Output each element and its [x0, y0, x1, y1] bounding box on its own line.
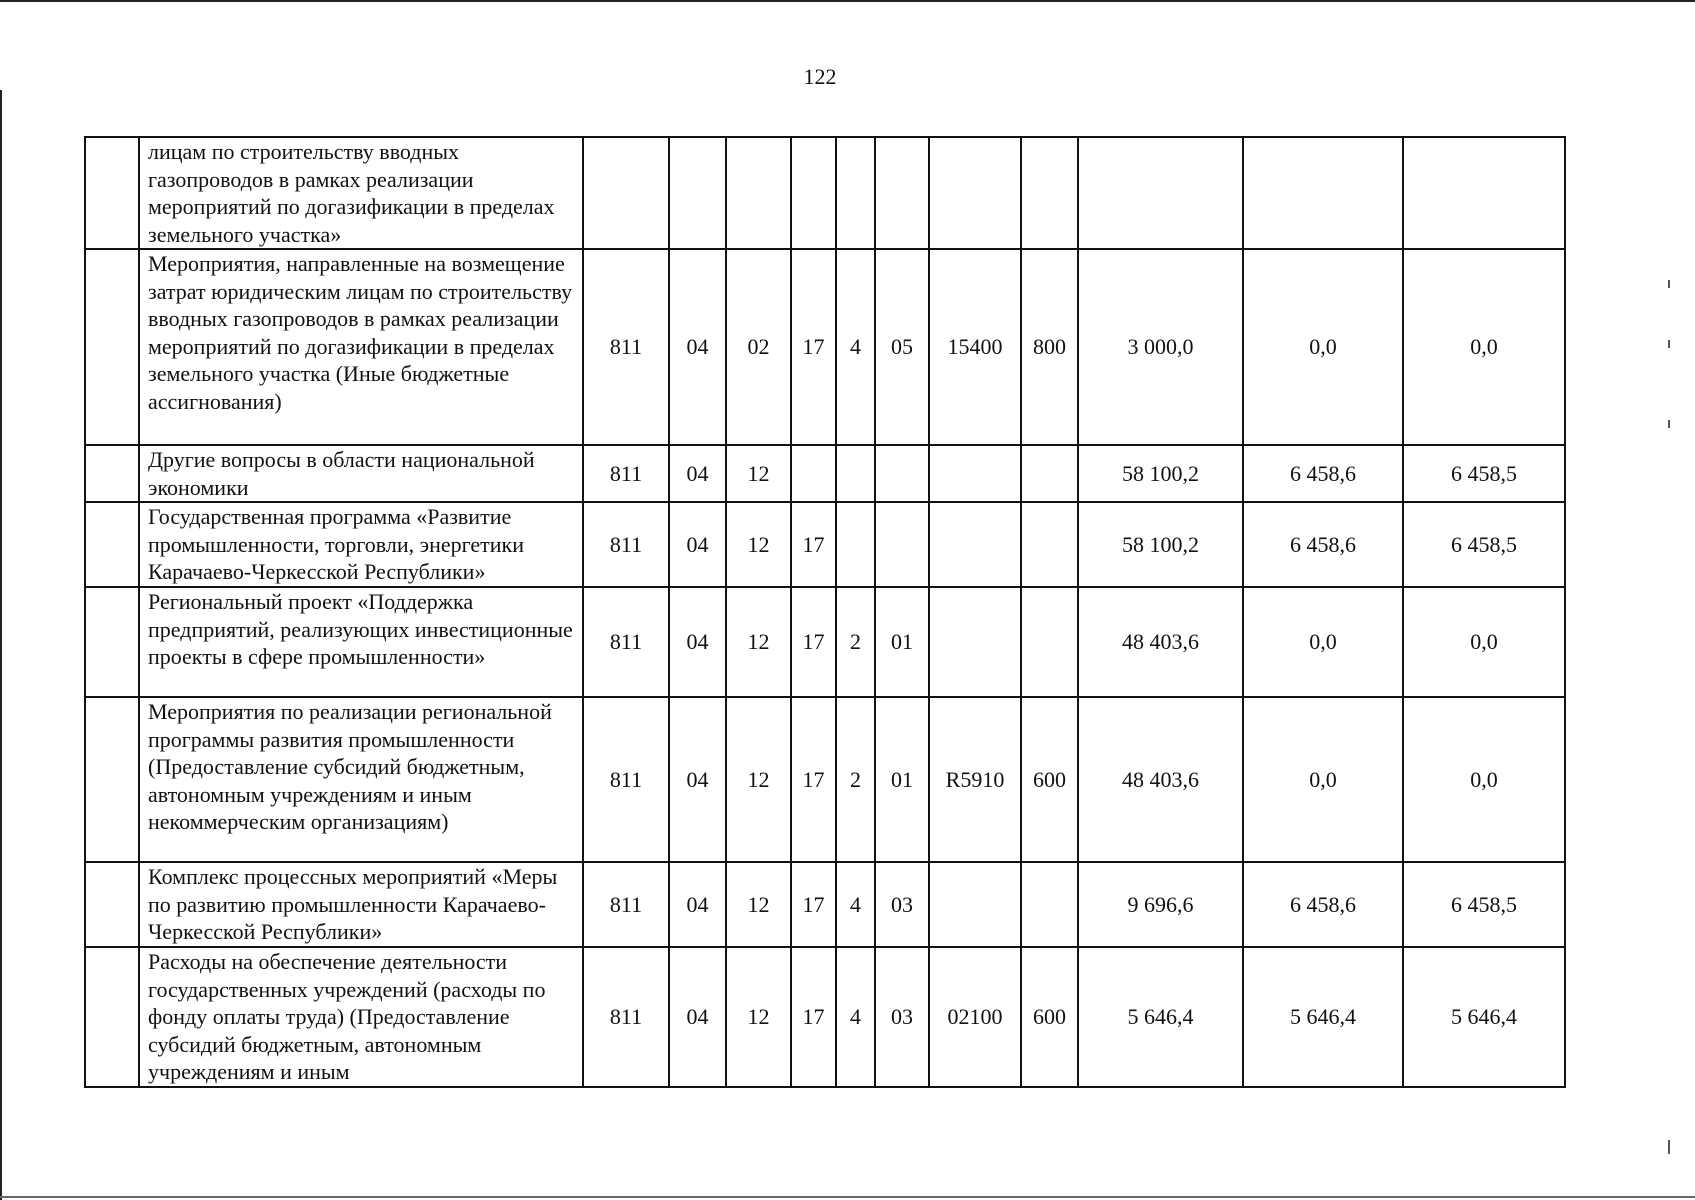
subsection-code-cell: 12: [726, 502, 791, 587]
number-cell: [85, 587, 139, 697]
type-code-cell: 2: [836, 697, 875, 862]
ministry-code-cell: 811: [583, 862, 669, 947]
subsection-code-cell: 12: [726, 587, 791, 697]
direction-code-cell: R5910: [929, 697, 1021, 862]
event-code-cell: [875, 502, 929, 587]
number-cell: [85, 947, 139, 1087]
expense-type-code-cell: 600: [1021, 697, 1078, 862]
table-row: [85, 445, 1565, 502]
table-row: [85, 587, 1565, 697]
program-code-cell: 17: [791, 587, 836, 697]
ministry-code-cell: [583, 137, 669, 249]
number-cell: [85, 502, 139, 587]
subsection-code-cell: 12: [726, 697, 791, 862]
type-code-cell: 4: [836, 947, 875, 1087]
ministry-code-cell: 811: [583, 445, 669, 502]
event-code-cell: 03: [875, 947, 929, 1087]
amount-year-2-cell: 5 646,4: [1243, 947, 1403, 1087]
event-code-cell: [875, 445, 929, 502]
page-number: 122: [803, 64, 837, 89]
program-code-cell: 17: [791, 862, 836, 947]
number-cell: [85, 137, 139, 249]
scan-speck: [1668, 1140, 1670, 1154]
amount-year-3-cell: 6 458,5: [1403, 502, 1565, 587]
table-row: [85, 502, 1565, 587]
amount-year-2-cell: [1243, 137, 1403, 249]
direction-code-cell: [929, 137, 1021, 249]
section-code-cell: 04: [669, 249, 726, 445]
program-code-cell: [791, 445, 836, 502]
amount-year-1-cell: 58 100,2: [1078, 445, 1243, 502]
subsection-code-cell: 02: [726, 249, 791, 445]
program-code-cell: 17: [791, 502, 836, 587]
number-cell: [85, 862, 139, 947]
amount-year-3-cell: 0,0: [1403, 249, 1565, 445]
scan-edge-top: [0, 0, 1695, 2]
amount-year-3-cell: 5 646,4: [1403, 947, 1565, 1087]
scan-speck: [1668, 420, 1670, 428]
event-code-cell: 03: [875, 862, 929, 947]
amount-year-2-cell: 0,0: [1243, 697, 1403, 862]
amount-year-2-cell: 0,0: [1243, 249, 1403, 445]
ministry-code-cell: 811: [583, 697, 669, 862]
direction-code-cell: [929, 587, 1021, 697]
description-cell: Мероприятия по реализации региональной программы развития промышленности (Предоставление субсидий бюджетным, автономным учреждениям и иным некоммерческим организациям): [139, 697, 583, 862]
ministry-code-cell: 811: [583, 502, 669, 587]
amount-year-1-cell: 48 403,6: [1078, 697, 1243, 862]
amount-year-2-cell: 6 458,6: [1243, 862, 1403, 947]
expense-type-code-cell: [1021, 445, 1078, 502]
amount-year-3-cell: 6 458,5: [1403, 862, 1565, 947]
section-code-cell: 04: [669, 587, 726, 697]
event-code-cell: [875, 137, 929, 249]
section-code-cell: 04: [669, 502, 726, 587]
table-row: [85, 862, 1565, 947]
expense-type-code-cell: [1021, 587, 1078, 697]
section-code-cell: 04: [669, 445, 726, 502]
direction-code-cell: 02100: [929, 947, 1021, 1087]
amount-year-2-cell: 6 458,6: [1243, 445, 1403, 502]
table-row: [85, 697, 1565, 862]
amount-year-1-cell: 48 403,6: [1078, 587, 1243, 697]
subsection-code-cell: [726, 137, 791, 249]
amount-year-3-cell: 0,0: [1403, 697, 1565, 862]
type-code-cell: [836, 502, 875, 587]
amount-year-1-cell: 5 646,4: [1078, 947, 1243, 1087]
description-cell: Комплекс процессных мероприятий «Меры по развитию промышленности Карачаево-Черкесской Республики»: [139, 862, 583, 947]
section-code-cell: [669, 137, 726, 249]
scan-speck: [1668, 340, 1670, 348]
amount-year-1-cell: 9 696,6: [1078, 862, 1243, 947]
direction-code-cell: [929, 445, 1021, 502]
expense-type-code-cell: [1021, 502, 1078, 587]
description-cell: Региональный проект «Поддержка предприятий, реализующих инвестиционные проекты в сфере промышленности»: [139, 587, 583, 697]
direction-code-cell: 15400: [929, 249, 1021, 445]
ministry-code-cell: 811: [583, 249, 669, 445]
amount-year-2-cell: 0,0: [1243, 587, 1403, 697]
expense-type-code-cell: [1021, 862, 1078, 947]
scan-edge-bottom: [0, 1196, 1695, 1198]
amount-year-3-cell: 0,0: [1403, 587, 1565, 697]
program-code-cell: 17: [791, 249, 836, 445]
expense-type-code-cell: 800: [1021, 249, 1078, 445]
table-row: [85, 249, 1565, 445]
direction-code-cell: [929, 502, 1021, 587]
program-code-cell: 17: [791, 947, 836, 1087]
table-row: [85, 137, 1565, 249]
type-code-cell: [836, 445, 875, 502]
number-cell: [85, 249, 139, 445]
expense-type-code-cell: 600: [1021, 947, 1078, 1087]
amount-year-2-cell: 6 458,6: [1243, 502, 1403, 587]
ministry-code-cell: 811: [583, 587, 669, 697]
description-cell: Другие вопросы в области национальной экономики: [139, 445, 583, 502]
description-cell: Расходы на обеспечение деятельности государственных учреждений (расходы по фонду оплаты труда) (Предоставление субсидий бюджетным, автономным учреждениям и иным: [139, 947, 583, 1087]
subsection-code-cell: 12: [726, 947, 791, 1087]
direction-code-cell: [929, 862, 1021, 947]
amount-year-3-cell: [1403, 137, 1565, 249]
number-cell: [85, 697, 139, 862]
subsection-code-cell: 12: [726, 445, 791, 502]
amount-year-3-cell: 6 458,5: [1403, 445, 1565, 502]
amount-year-1-cell: 58 100,2: [1078, 502, 1243, 587]
description-cell: Мероприятия, направленные на возмещение затрат юридическим лицам по строительству вводных газопроводов в рамках реализации мероприятий по догазификации в пределах земельного участка (Иные бюджетные ассигнования): [139, 249, 583, 445]
amount-year-1-cell: [1078, 137, 1243, 249]
type-code-cell: [836, 137, 875, 249]
expense-type-code-cell: [1021, 137, 1078, 249]
budget-table: [84, 136, 1566, 1088]
section-code-cell: 04: [669, 862, 726, 947]
description-cell: лицам по строительству вводных газопроводов в рамках реализации мероприятий по догазификации в пределах земельного участка»: [139, 137, 583, 249]
program-code-cell: [791, 137, 836, 249]
type-code-cell: 4: [836, 862, 875, 947]
ministry-code-cell: 811: [583, 947, 669, 1087]
number-cell: [85, 445, 139, 502]
event-code-cell: 01: [875, 697, 929, 862]
description-cell: Государственная программа «Развитие промышленности, торговли, энергетики Карачаево-Черкесской Республики»: [139, 502, 583, 587]
scan-speck: [1668, 280, 1670, 288]
amount-year-1-cell: 3 000,0: [1078, 249, 1243, 445]
event-code-cell: 01: [875, 587, 929, 697]
type-code-cell: 2: [836, 587, 875, 697]
subsection-code-cell: 12: [726, 862, 791, 947]
program-code-cell: 17: [791, 697, 836, 862]
table-body: [85, 137, 1565, 1087]
section-code-cell: 04: [669, 697, 726, 862]
scan-edge-left: [0, 90, 2, 1200]
type-code-cell: 4: [836, 249, 875, 445]
section-code-cell: 04: [669, 947, 726, 1087]
event-code-cell: 05: [875, 249, 929, 445]
table-row: [85, 947, 1565, 1087]
